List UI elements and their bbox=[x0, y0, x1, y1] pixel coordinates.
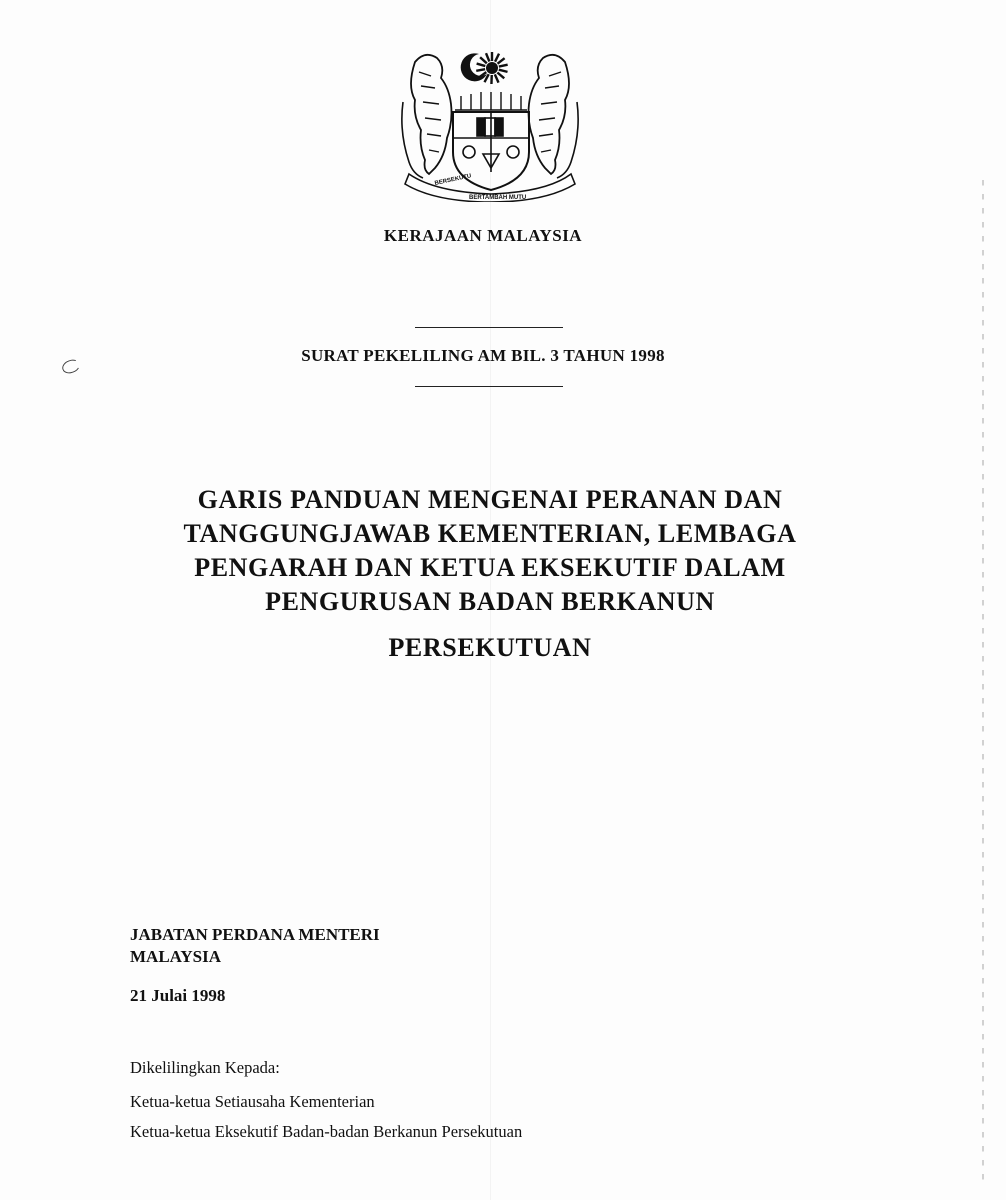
title-line: PERSEKUTUAN bbox=[388, 633, 592, 662]
issuing-department bbox=[130, 924, 380, 968]
title-line: TANGGUNGJAWAB KEMENTERIAN, LEMBAGA bbox=[183, 519, 797, 548]
title-line: PENGURUSAN BADAN BERKANUN bbox=[265, 587, 715, 616]
scroll-left-text: BERSEKUTU bbox=[434, 173, 472, 187]
divider-top bbox=[415, 327, 563, 328]
document-title bbox=[140, 483, 840, 665]
issuer-line: MALAYSIA bbox=[130, 947, 222, 966]
government-heading: KERAJAAN MALAYSIA bbox=[383, 226, 583, 245]
issuer-line: JABATAN PERDANA MENTERI bbox=[130, 925, 380, 944]
divider-bottom bbox=[415, 386, 563, 387]
scroll-center-text: BERTAMBAH MUTU bbox=[469, 195, 527, 201]
title-line: PENGARAH DAN KETUA EKSEKUTIF DALAM bbox=[194, 553, 786, 582]
distribution-heading: Dikelilingkan Kepada: bbox=[130, 1058, 280, 1077]
scan-edge-marks bbox=[982, 180, 984, 1180]
malaysia-coat-of-arms-icon bbox=[395, 42, 585, 202]
recipient-item: Ketua-ketua Eksekutif Badan-badan Berkanun Persekutuan bbox=[130, 1122, 523, 1141]
issue-date: 21 Julai 1998 bbox=[130, 986, 226, 1005]
recipient-item: Ketua-ketua Setiausaha Kementerian bbox=[130, 1092, 375, 1111]
distribution-list bbox=[130, 1057, 522, 1151]
circular-number: SURAT PEKELILING AM BIL. 3 TAHUN 1998 bbox=[301, 346, 665, 365]
title-line: GARIS PANDUAN MENGENAI PERANAN DAN bbox=[197, 485, 783, 514]
